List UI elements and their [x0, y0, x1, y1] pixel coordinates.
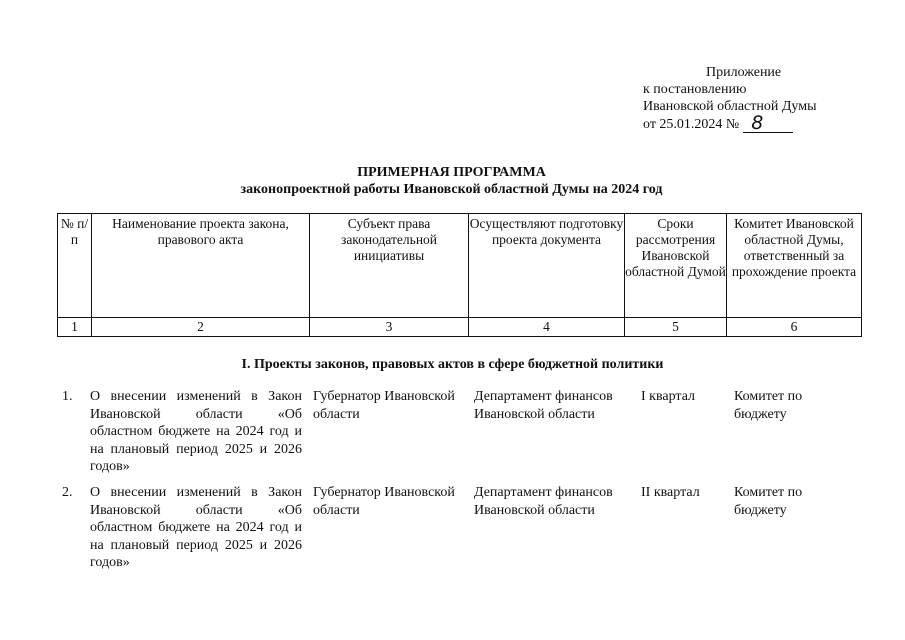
row-term: II квартал [641, 485, 700, 500]
document-title [0, 164, 905, 198]
appendix-number: 8 [743, 115, 793, 133]
header-number: № п/п [58, 214, 92, 318]
header-terms: Сроки рассмотрения Ивановской областной Думой [625, 214, 727, 318]
column-number-row [58, 318, 862, 337]
column-number: 4 [469, 318, 625, 337]
row-number: 1. [62, 389, 73, 404]
appendix-line-duma: Ивановской областной Думы [643, 99, 817, 114]
row-term: I квартал [641, 389, 696, 404]
title-line-2: законопроектной работы Ивановской областной Думы на 2024 год [240, 182, 663, 197]
header-row [58, 214, 862, 318]
appendix-title: Приложение [706, 65, 782, 80]
row-number: 2. [62, 485, 73, 500]
row-project-name: О внесении изменений в Закон Ивановской области «Об областном бюджете на 2024 год и на плановый период 2025 и 2026 годов» [90, 389, 302, 474]
appendix-line-resolution: к постановлению [643, 82, 747, 97]
row-subject: Губернатор Ивановской области [313, 485, 455, 518]
row-committee: Комитет по бюджету [734, 485, 803, 518]
header-project-name: Наименование проекта закона, правового акта [92, 214, 310, 318]
row-executor: Департамент финансов Ивановской области [474, 485, 613, 518]
appendix-date: от 25.01.2024 № [643, 117, 740, 132]
header-committee: Комитет Ивановской областной Думы, ответственный за прохождение проекта [727, 214, 862, 318]
column-number: 6 [727, 318, 862, 337]
section-heading: I. Проекты законов, правовых актов в сфере бюджетной политики [241, 357, 664, 372]
row-subject: Губернатор Ивановской области [313, 389, 455, 422]
header-preparer: Осуществляют подготовку проекта документа [469, 214, 625, 318]
column-number: 5 [625, 318, 727, 337]
row-project-name: О внесении изменений в Закон Ивановской области «Об областном бюджете на 2024 год и на плановый период 2025 и 2026 годов» [90, 485, 302, 570]
title-line-1: ПРИМЕРНАЯ ПРОГРАММА [357, 165, 546, 180]
appendix-date-line [643, 112, 817, 134]
program-table-header [57, 213, 862, 337]
row-executor: Департамент финансов Ивановской области [474, 389, 613, 422]
header-initiative-subject: Субъект права законодательной инициативы [310, 214, 469, 318]
appendix-block [643, 64, 817, 133]
row-committee: Комитет по бюджету [734, 389, 803, 422]
column-number: 1 [58, 318, 92, 337]
column-number: 3 [310, 318, 469, 337]
column-number: 2 [92, 318, 310, 337]
